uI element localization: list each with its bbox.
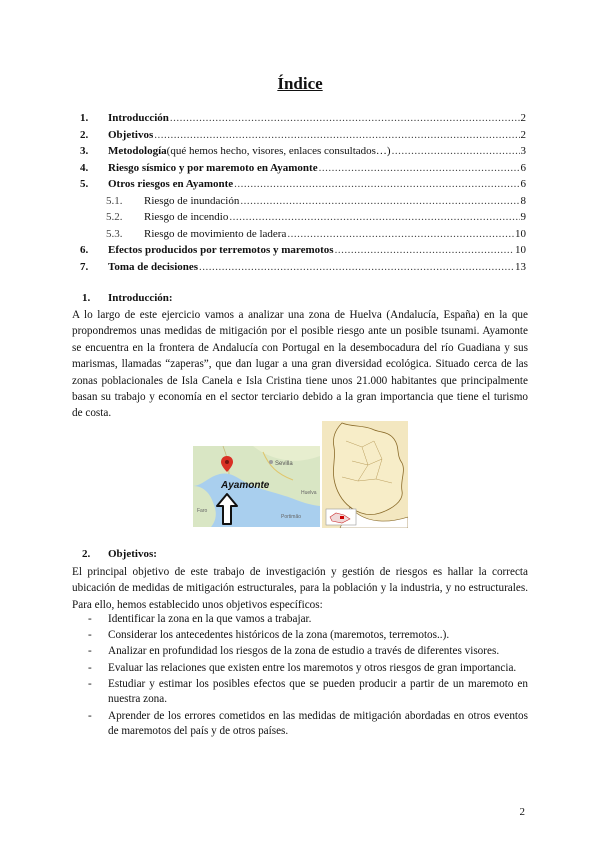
list-item: - Evaluar las relaciones que existen entre los maremotos y otros riesgos de gran importancia. (88, 661, 517, 674)
page-number: 2 (519, 806, 525, 818)
toc-entry[interactable]: 1. Introducción ..... 2 (80, 112, 526, 129)
toc-entry-title: Toma de decisiones (108, 260, 199, 273)
intro-paragraph: A lo largo de este ejercicio vamos a analizar una zona de Huelva (Andalucía, España) en la que propondremos unas medidas de mitigación por el posible riesgo ante un posible tsunami. Ayamonte se encuentra en la frontera de Andalucía con Portugal en la desembocadura del río Guadiana y sus marismas, llamadas “zaperas”, que dan lugar a una gran diversidad ecológica. Situado cerca de las zonas poblacionales de Isla Canela e Isla Cristina tiene unos 21.000 habitantes que principalmente basan su trabajo y economía en el sector terciario debido a la gran importancia que tiene el turismo de costa. (72, 309, 528, 420)
section-heading-objetivos: 2. Objetivos: (82, 548, 157, 560)
list-item: - Considerar los antecedentes históricos de la zona (maremotos, terremotos..). (88, 629, 450, 642)
toc-entry-page: 2 (520, 112, 526, 124)
objectives-paragraph: El principal objetivo de este trabajo de investigación y gestión de riesgos es hallar la correcta ubicación de medidas de mitigación estructurales, para la población y la industria, y no estructurales. Para ello, hemos establecido unos objetivos específicos: (72, 566, 528, 611)
toc-entry-note: (qué hemos hecho, visores, enlaces consultados…) (166, 145, 391, 157)
toc-entry[interactable]: 6. Efectos producidos por terremotos y maremotos ..... 10 (80, 244, 526, 261)
toc-subentry[interactable]: 5.1. Riesgo de inundación ..... 8 (80, 195, 526, 212)
toc-entry-page: 9 (520, 211, 526, 223)
table-of-contents (80, 112, 526, 277)
faro-label: Faro (197, 508, 208, 514)
toc-entry-page: 8 (520, 194, 526, 207)
toc-entry-page: 6 (520, 178, 526, 190)
toc-entry-page: 2 (520, 128, 526, 141)
toc-subentry[interactable]: 5.2. Riesgo de incendio ..... 9 (80, 211, 526, 228)
toc-entry-title: Riesgo sísmico y por maremoto en Ayamonte (108, 161, 318, 174)
list-item: - Analizar en profundidad los riesgos de la zona de estudio a través de diferentes visores. (88, 645, 500, 658)
toc-entry-title: Otros riesgos en Ayamonte (108, 178, 234, 190)
toc-entry[interactable]: 5. Otros riesgos en Ayamonte ..... 6 (80, 178, 526, 195)
toc-entry-page: 3 (520, 145, 526, 157)
toc-entry-title: Riesgo de movimiento de ladera (144, 227, 287, 240)
toc-entry-page: 10 (515, 244, 526, 256)
page-title: Índice (277, 74, 323, 93)
toc-entry[interactable]: 2. Objetivos ..... 2 (80, 129, 526, 146)
toc-entry-title: Metodología (108, 145, 167, 157)
portimao-label: Portimão (281, 514, 302, 520)
section-heading-introduccion: 1. Introducción: (82, 292, 173, 304)
huelva-province-inset-map (322, 421, 408, 528)
toc-entry-title: Objetivos (108, 128, 154, 141)
toc-entry-page: 10 (515, 227, 526, 240)
list-item: - Aprender de los errores cometidos en las medidas de mitigación abordadas en otros eventos de maremotos del país y de otros países. (88, 709, 528, 738)
toc-subentry[interactable]: 5.3. Riesgo de movimiento de ladera ..... 10 (80, 228, 526, 245)
ayamonte-label: Ayamonte (221, 480, 270, 491)
toc-entry-title: Efectos producidos por terremotos y maremotos (108, 244, 334, 256)
toc-entry[interactable]: 4. Riesgo sísmico y por maremoto en Ayamonte ..... 6 (80, 162, 526, 179)
toc-entry[interactable]: 7. Toma de decisiones ..... 13 (80, 261, 526, 278)
list-item: - Identificar la zona en la que vamos a trabajar. (88, 613, 312, 625)
list-item: - Estudiar y estimar los posibles efectos que se pueden producir a partir de un maremoto en nuestra zona. (88, 677, 528, 706)
ayamonte-location-map (193, 446, 320, 527)
toc-entry-page: 6 (520, 161, 526, 174)
toc-entry[interactable]: 3. Metodología (qué hemos hecho, visores, enlaces consultados…) ..... 3 (80, 145, 526, 162)
objectives-list (88, 612, 528, 740)
toc-entry-title: Introducción (108, 112, 169, 124)
toc-entry-title: Riesgo de incendio (144, 211, 229, 223)
seville-label: Sevilla (275, 461, 293, 467)
region-label: Huelva (301, 490, 317, 496)
toc-entry-page: 13 (515, 260, 526, 273)
toc-entry-title: Riesgo de inundación (144, 194, 240, 207)
